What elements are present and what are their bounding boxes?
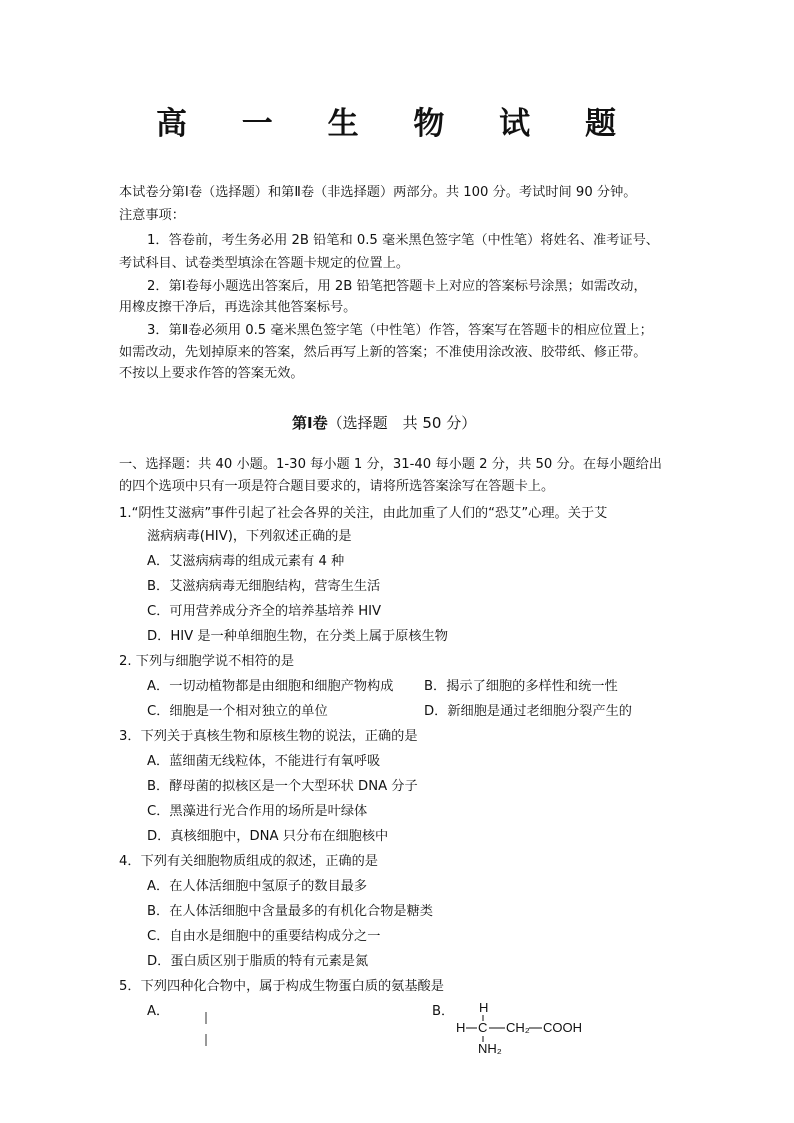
notice-item-2-line-2: 用橡皮擦干净后，再选涂其他答案标号。	[119, 300, 357, 315]
q4-option-a: A．在人体活细胞中氢原子的数目最多	[147, 879, 368, 894]
notice-item-3-line-3: 不按以上要求作答的答案无效。	[119, 366, 304, 381]
q3-option-a: A．蓝细菌无线粒体，不能进行有氧呼吸	[147, 754, 381, 769]
q2-stem: 2. 下列与细胞学说不相符的是	[119, 654, 295, 669]
notice-item-1-line-2: 考试科目、试卷类型填涂在答题卡规定的位置上。	[119, 256, 410, 271]
q2-option-d: D．新细胞是通过老细胞分裂产生的	[424, 704, 632, 719]
notice-item-1-line-1: 1．答卷前，考生务必用 2B 铅笔和 0.5 毫米黑色签字笔（中性笔）将姓名、准考证号、	[147, 233, 659, 248]
q2-option-a: A．一切动植物都是由细胞和细胞产物构成	[147, 679, 394, 694]
notice-item-2-line-1: 2．第Ⅰ卷每小题选出答案后，用 2B 铅笔把答题卡上对应的答案标号涂黑；如需改动，	[147, 279, 647, 294]
section-title-bold: 第Ⅰ卷	[292, 414, 328, 432]
q1-option-b: B．艾滋病病毒无细胞结构，营寄生生活	[147, 579, 381, 594]
q3-option-c: C．黑藻进行光合作用的场所是叶绿体	[147, 804, 368, 819]
mol-b-bonds	[456, 1000, 556, 1050]
part-one-line-1: 一、选择题：共 40 小题。1-30 每小题 1 分，31-40 每小题 2 分，共 50 分。在每小题给出	[119, 457, 662, 472]
mol-b-ch2: CH₂	[506, 1020, 530, 1035]
q1-stem-line-2: 滋病病毒(HIV)，下列叙述正确的是	[147, 529, 352, 544]
mol-b-left-h: H	[456, 1020, 466, 1035]
q2-option-c: C．细胞是一个相对独立的单位	[147, 704, 328, 719]
notice-item-3-line-1: 3．第Ⅱ卷必须用 0.5 毫米黑色签字笔（中性笔）作答，答案写在答题卡的相应位置上；	[147, 323, 653, 338]
section-title	[292, 412, 476, 433]
mol-b-cooh: COOH	[543, 1020, 582, 1035]
q4-stem: 4．下列有关细胞物质组成的叙述，正确的是	[119, 854, 378, 869]
q3-stem: 3．下列关于真核生物和原核生物的说法，正确的是	[119, 729, 418, 744]
notice-label: 注意事项：	[119, 208, 185, 223]
section-title-rest: （选择题 共 50 分）	[327, 414, 477, 432]
q5-stem: 5．下列四种化合物中，属于构成生物蛋白质的氨基酸是	[119, 979, 444, 994]
q3-option-d: D．真核细胞中，DNA 只分布在细胞核中	[147, 829, 389, 844]
intro-line: 本试卷分第Ⅰ卷（选择题）和第Ⅱ卷（非选择题）两部分。共 100 分。考试时间 90 分钟。	[119, 185, 637, 200]
q5-option-b-label: B．	[432, 1004, 455, 1019]
notice-item-3-line-2: 如需改动，先划掉原来的答案，然后再写上新的答案；不准使用涂改液、胶带纸、修正带。	[119, 345, 647, 360]
q1-option-d: D．HIV 是一种单细胞生物，在分类上属于原核生物	[147, 629, 448, 644]
q3-option-b: B．酵母菌的拟核区是一个大型环状 DNA 分子	[147, 779, 418, 794]
q1-option-a: A．艾滋病病毒的组成元素有 4 种	[147, 554, 345, 569]
q2-option-b: B．揭示了细胞的多样性和统一性	[424, 679, 618, 694]
mol-b-top-h: H	[479, 1000, 489, 1015]
q5-option-a-structure	[196, 1008, 216, 1048]
q4-option-b: B．在人体活细胞中含量最多的有机化合物是糖类	[147, 904, 433, 919]
q4-option-d: D．蛋白质区别于脂质的特有元素是氮	[147, 954, 369, 969]
mol-b-nh2: NH₂	[478, 1041, 502, 1056]
q4-option-c: C．自由水是细胞中的重要结构成分之一	[147, 929, 381, 944]
part-one-line-2: 的四个选项中只有一项是符合题目要求的，请将所选答案涂写在答题卡上。	[119, 479, 555, 494]
q5-option-a-label: A．	[147, 1004, 170, 1019]
q1-stem-line-1: 1.“阴性艾滋病”事件引起了社会各界的关注，由此加重了人们的“恐艾”心理。关于艾	[119, 506, 608, 521]
mol-b-central-carbon: C	[478, 1020, 488, 1035]
q1-option-c: C．可用营养成分齐全的培养基培养 HIV	[147, 604, 382, 619]
exam-title: 高 一 生 物 试 题	[156, 106, 638, 142]
